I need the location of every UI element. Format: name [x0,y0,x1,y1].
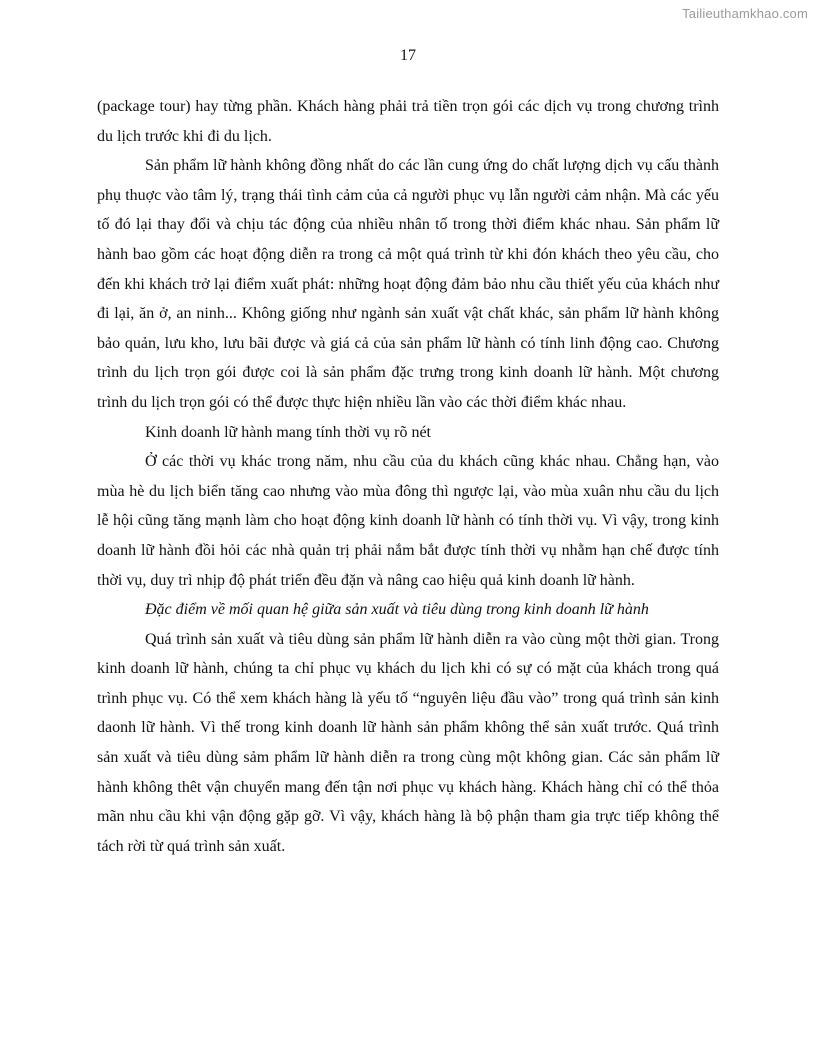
section-heading-production-consumption: Đặc điểm về mối quan hệ giữa sản xuất và tiêu dùng trong kinh doanh lữ hành [145,601,649,619]
paragraph-seasonality-heading: Kinh doanh lữ hành mang tính thời vụ rõ nét [145,423,431,441]
paragraph-seasonality: Ở các thời vụ khác trong năm, nhu cầu của du khách cũng khác nhau. Chẳng hạn, vào mùa hè du lịch biển tăng cao nhưng vào mùa đông thì ngược lại, vào mùa xuân nhu cầu du lịch lễ hội cũng tăng mạnh làm cho hoạt động kinh doanh lữ hành có tính thời vụ. Vì vậy, trong kinh doanh lữ hành đồi hỏi các nhà quản trị phải nắm bắt được tính thời vụ nhằm hạn chế được tính thời vụ, duy trì nhịp độ phát triển đều đặn và nâng cao hiệu quả kinh doanh lữ hành. [97,453,719,589]
paragraph-production-consumption: Quá trình sản xuất và tiêu dùng sản phẩm lữ hành diễn ra vào cùng một thời gian. Trong kinh doanh lữ hành, chúng ta chỉ phục vụ khách du lịch khi có sự có mặt của khách trong quá trình phục vụ. Có thể xem khách hàng là yếu tố “nguyên liệu đầu vào” trong quá trình sản kinh daonh lữ hành. Vì thế trong kinh doanh lữ hành sản phẩm không thể sản xuất trước. Quá trình sản xuất và tiêu dùng sảm phẩm lữ hành diễn ra trong cùng một không gian. Các sản phẩm lữ hành không thêt vận chuyển mang đến tận nơi phục vụ khách hàng. Khách hàng chỉ có thể thỏa mãn nhu cầu khi vận động gặp gỡ. Vì vậy, khách hàng là bộ phận tham gia trực tiếp không thể tách rời từ quá trình sản xuất. [97,630,719,855]
paragraph-product-heterogeneity: Sản phẩm lữ hành không đồng nhất do các lần cung ứng do chất lượng dịch vụ cấu thành phụ thuợc vào tâm lý, trạng thái tình cảm của cả người phục vụ lẫn người cảm nhận. Mà các yếu tố đó lại thay đổi và chịu tác động của nhiều nhân tố trong thời điểm khác nhau. Sản phẩm lữ hành bao gồm các hoạt động diễn ra trong cả một quá trình từ khi đón khách theo yêu cầu, cho đến khi khách trở lại điểm xuất phát: những hoạt động đảm bảo nhu cầu thiết yếu của khách như đi lại, ăn ở, an ninh... Không giống như ngành sản xuất vật chất khác, sản phẩm lữ hành không bảo quản, lưu kho, lưu bãi được và giá cả của sản phẩm lữ hành có tính linh động cao. Chương trình du lịch trọn gói được coi là sản phẩm đặc trưng trong kinh doanh lữ hành. Một chương trình du lịch trọn gói có thể được thực hiện nhiều lần vào các thời điểm khác nhau. [97,157,719,411]
document-body [97,92,719,861]
page-number: 17 [400,47,416,64]
paragraph-package-tour-continuation: (package tour) hay từng phần. Khách hàng phải trả tiền trọn gói các dịch vụ trong chương trình du lịch trước khi đi du lịch. [97,98,719,145]
watermark-text: Tailieuthamkhao.com [682,6,808,21]
